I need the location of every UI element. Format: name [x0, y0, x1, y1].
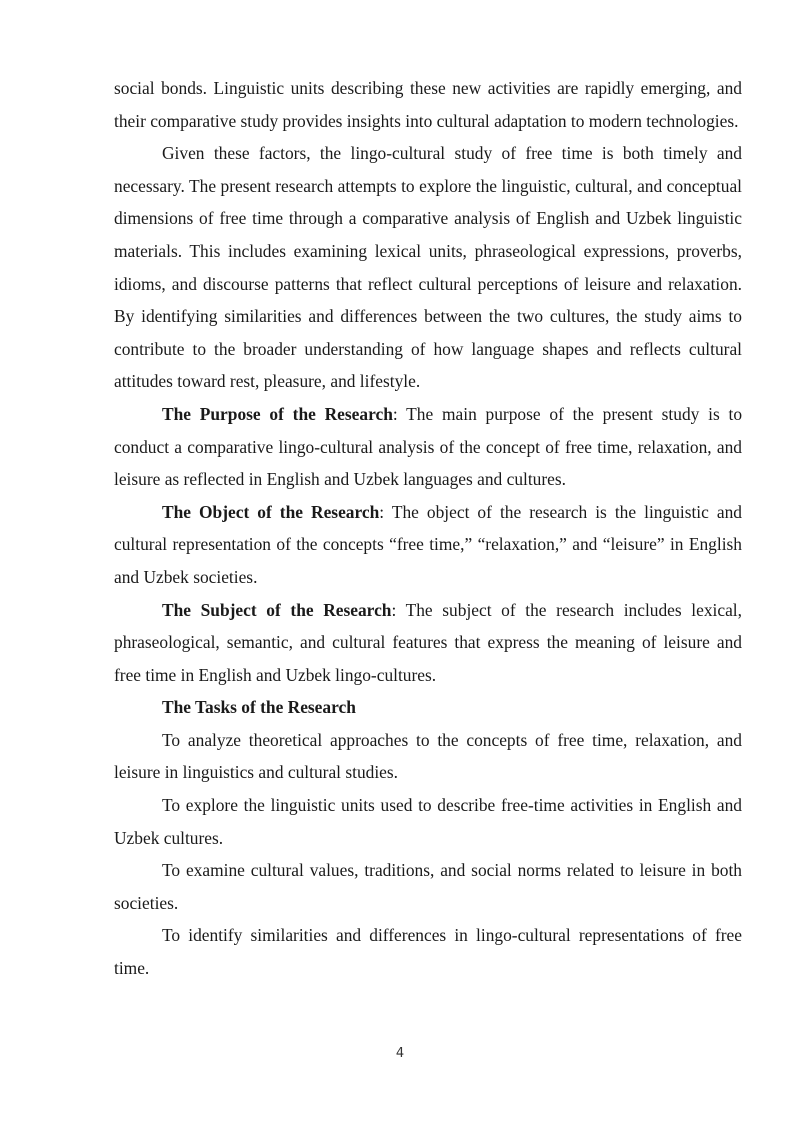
purpose-heading: The Purpose of the Research — [162, 403, 393, 424]
paragraph-continuation: social bonds. Linguistic units describing these new activities are rapidly emerging, and their comparative study provides insights into cultural adaptation to modern technologies. — [114, 78, 742, 131]
object-text: : The object of the research is the linguistic and cultural representation of the concepts “free time,” “relaxation,” and “leisure” in English and Uzbek societies. — [114, 501, 742, 587]
page-body — [114, 72, 742, 985]
tasks-heading: The Tasks of the Research — [162, 697, 356, 718]
subject-heading: The Subject of the Research — [162, 599, 392, 620]
paragraph-subject — [114, 594, 742, 692]
page-number: 4 — [395, 1046, 405, 1061]
task-item-3: To examine cultural values, traditions, and social norms related to leisure in both societies. — [114, 860, 742, 913]
task-item-2: To explore the linguistic units used to describe free-time activities in English and Uzbek cultures. — [114, 795, 742, 848]
object-heading: The Object of the Research — [162, 501, 380, 522]
purpose-text: : The main purpose of the present study is to conduct a comparative lingo-cultural analysis of the concept of free time, relaxation, and leisure as reflected in English and Uzbek languages and cultures. — [114, 403, 743, 490]
paragraph-object — [114, 496, 742, 594]
paragraph-factors: Given these factors, the lingo-cultural study of free time is both timely and necessary. The present research attempts to explore the linguistic, cultural, and conceptual dimensions of free time through a comparative analysis of English and Uzbek linguistic materials. This includes examining lexical units, phraseological expressions, proverbs, idioms, and discourse patterns that reflect cultural perceptions of leisure and relaxation. By identifying similarities and differences between the two cultures, the study aims to contribute to the broader understanding of how language shapes and reflects cultural attitudes toward rest, pleasure, and lifestyle. — [114, 143, 742, 392]
task-item-4: To identify similarities and differences in lingo-cultural representations of free time. — [114, 925, 742, 979]
subject-text: : The subject of the research includes lexical, phraseological, semantic, and cultural features that express the meaning of leisure and free time in English and Uzbek lingo-cultures. — [114, 599, 742, 685]
task-item-1: To analyze theoretical approaches to the concepts of free time, relaxation, and leisure in linguistics and cultural studies. — [114, 729, 742, 783]
paragraph-purpose — [114, 398, 742, 496]
